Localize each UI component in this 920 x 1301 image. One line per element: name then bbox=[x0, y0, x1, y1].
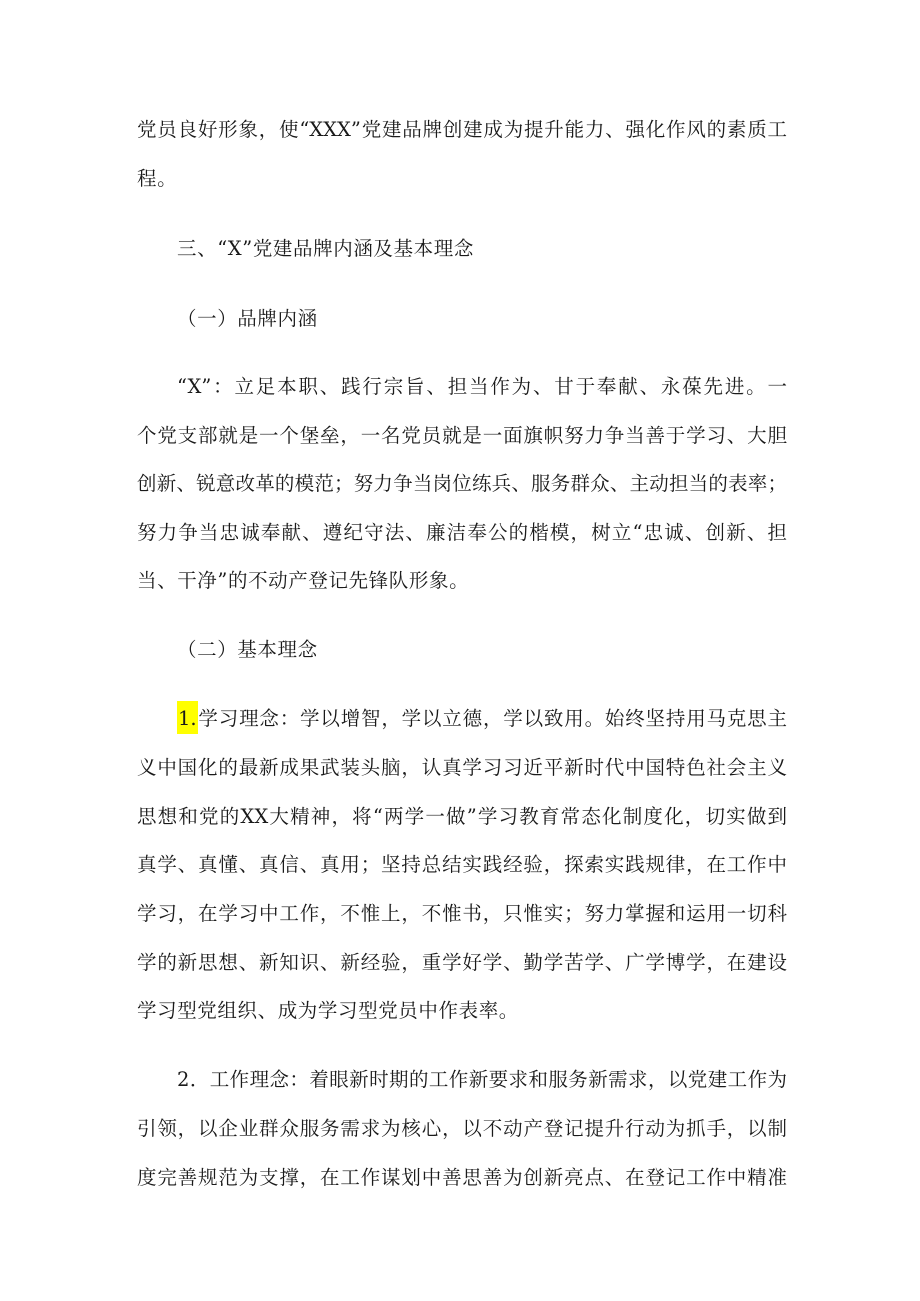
paragraph-line: 学习，在学习中工作，不惟上，不惟书，只惟实；努力掌握和运用一切科 bbox=[137, 902, 787, 925]
paragraph-line: 引领，以企业群众服务需求为核心，以不动产登记提升行动为抓手，以制 bbox=[137, 1117, 787, 1140]
paragraph-line: 创新、锐意改革的模范；努力争当岗位练兵、服务群众、主动担当的表率； bbox=[137, 472, 787, 495]
paragraph-line: 度完善规范为支撑，在工作谋划中善思善为创新亮点、在登记工作中精准 bbox=[137, 1166, 787, 1189]
paragraph-line: 当、干净”的不动产登记先锋队形象。 bbox=[137, 569, 470, 592]
paragraph-text: 学习理念：学以增智，学以立德，学以致用。始终坚持用马克思主 bbox=[197, 707, 787, 730]
paragraph-line: 程。 bbox=[137, 167, 178, 190]
paragraph-line: 义中国化的最新成果武装头脑，认真学习习近平新时代中国特色社会主义 bbox=[137, 756, 787, 779]
paragraph-line: 学的新思想、新知识、新经验，重学好学、勤学苦学、广学博学，在建设 bbox=[137, 951, 787, 974]
paragraph-line: 个党支部就是一个堡垒，一名党员就是一面旗帜努力争当善于学习、大胆 bbox=[137, 424, 787, 447]
section-heading: 三、“X”党建品牌内涵及基本理念 bbox=[177, 237, 474, 260]
paragraph-line: 真学、真懂、真信、真用；坚持总结实践经验，探索实践规律，在工作中 bbox=[137, 853, 787, 876]
paragraph-line bbox=[177, 707, 787, 731]
subsection-heading: （二）基本理念 bbox=[177, 638, 318, 661]
paragraph-line: 党员良好形象，使“XXX”党建品牌创建成为提升能力、强化作风的素质工 bbox=[137, 118, 787, 141]
paragraph-line: 2．工作理念：着眼新时期的工作新要求和服务新需求，以党建工作为 bbox=[177, 1068, 787, 1091]
list-marker-highlighted: 1. bbox=[177, 701, 198, 734]
subsection-heading: （一）品牌内涵 bbox=[177, 307, 318, 330]
paragraph-line: 努力争当忠诚奉献、遵纪守法、廉洁奉公的楷模，树立“忠诚、创新、担 bbox=[137, 521, 787, 544]
paragraph-line: 学习型党组织、成为学习型党员中作表率。 bbox=[137, 999, 519, 1022]
paragraph-line: 思想和党的XX大精神，将“两学一做”学习教育常态化制度化，切实做到 bbox=[137, 805, 787, 828]
paragraph-line: “X”：立足本职、践行宗旨、担当作为、甘于奉献、永葆先进。一 bbox=[177, 375, 787, 398]
